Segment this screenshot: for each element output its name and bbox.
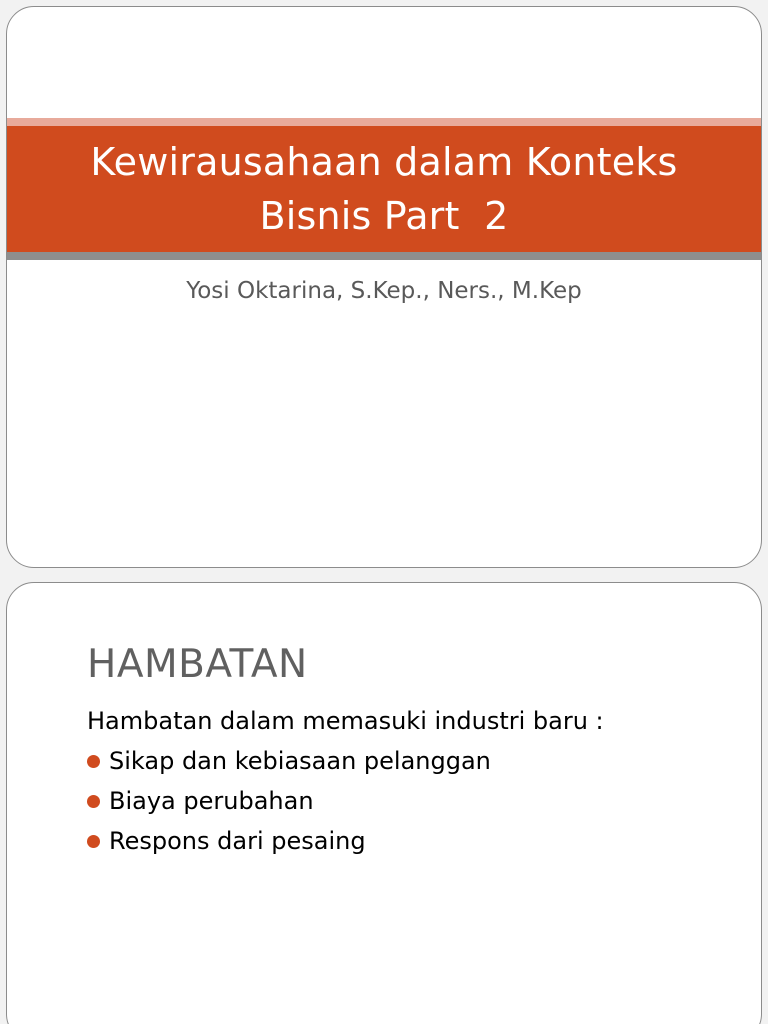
slide-title [34, 135, 734, 243]
intro-text: Hambatan dalam memasuki industri baru : [87, 707, 604, 735]
list-item-text: Sikap dan kebiasaan pelanggan [109, 747, 491, 775]
list-item-text: Respons dari pesaing [109, 827, 366, 855]
slide-1 [6, 6, 762, 568]
list-item [87, 821, 747, 861]
slide-title-line-1: Kewirausahaan dalam Konteks [90, 140, 678, 184]
bullet-dot-icon [87, 835, 100, 848]
title-band-bottom-stripe [7, 252, 761, 260]
slide-title-line-2: Bisnis Part 2 [259, 194, 509, 238]
list-item-text: Biaya perubahan [109, 787, 314, 815]
title-band [7, 126, 761, 252]
list-item [87, 781, 747, 821]
slide-body [87, 701, 747, 861]
bullet-dot-icon [87, 755, 100, 768]
bullet-dot-icon [87, 795, 100, 808]
bullet-list [87, 741, 747, 861]
list-item [87, 741, 747, 781]
slide-subtitle: Yosi Oktarina, S.Kep., Ners., M.Kep [186, 278, 582, 304]
slide-2 [6, 582, 762, 1024]
slide-heading: HAMBATAN [87, 642, 308, 687]
title-band-top-stripe [7, 118, 761, 126]
